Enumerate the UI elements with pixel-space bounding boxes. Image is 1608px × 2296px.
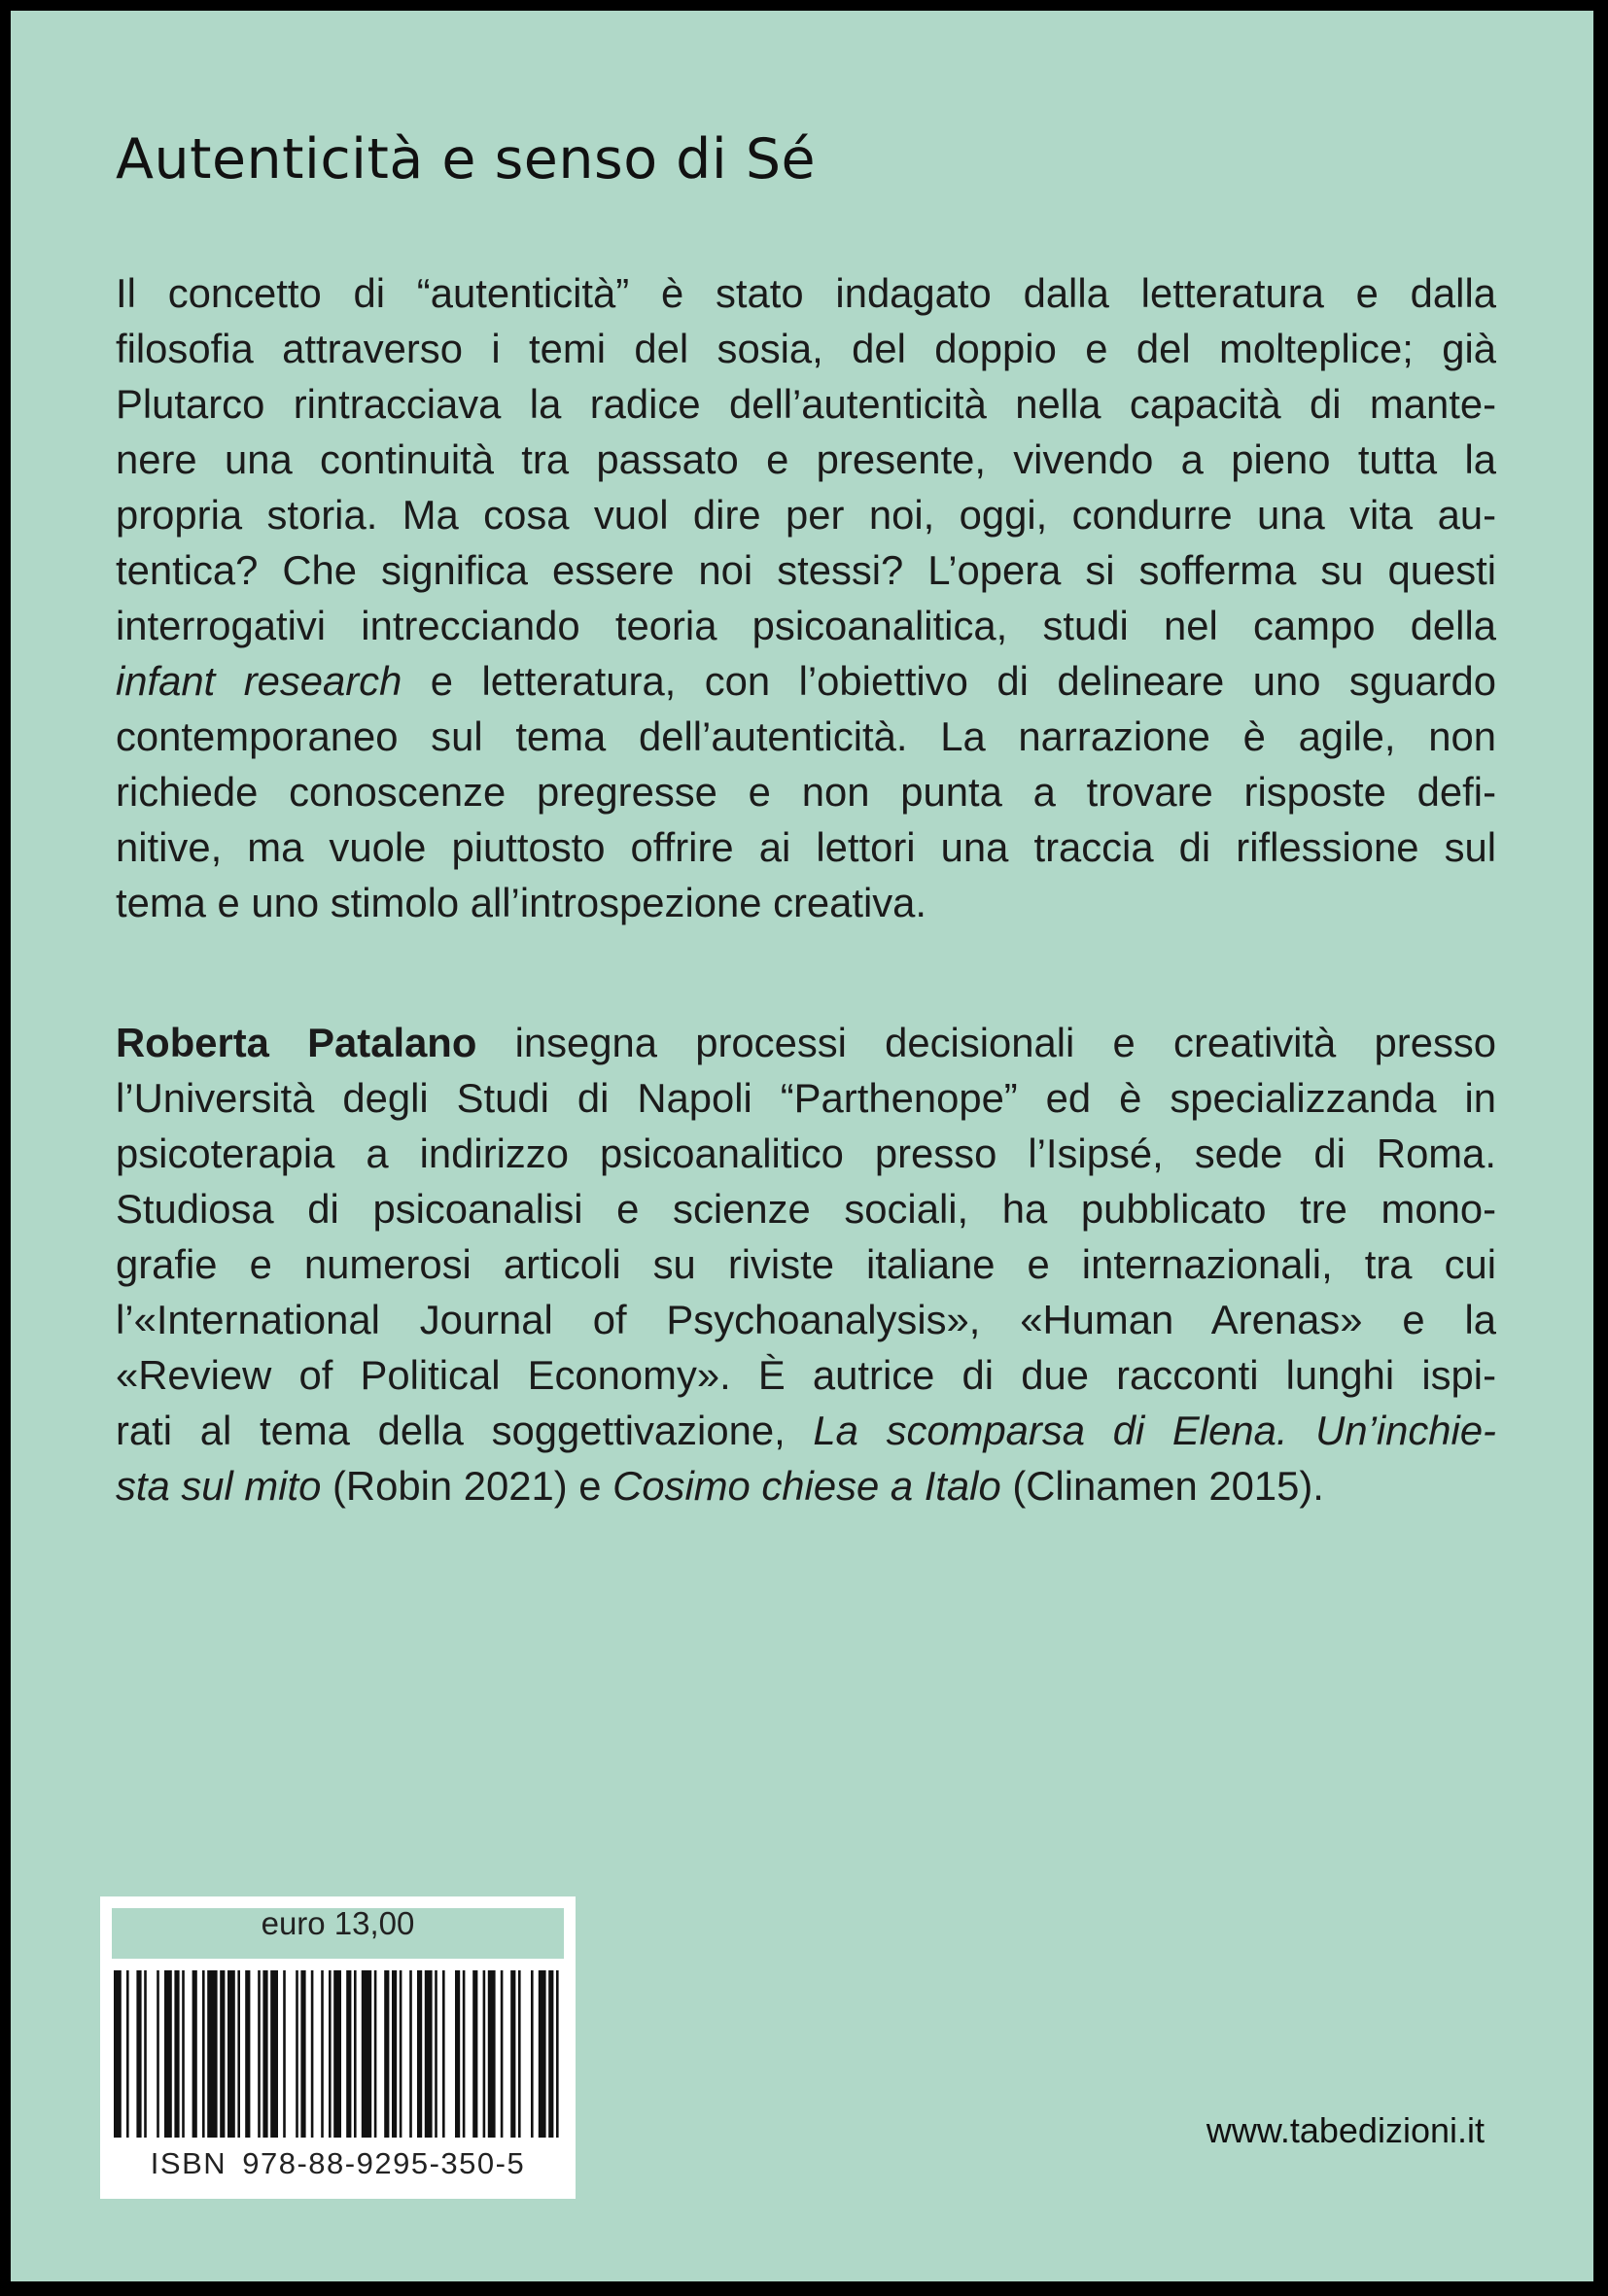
blurb-line: Plutarco rintracciava la radice dell’autenticità nella capacità di mante- [116, 381, 1496, 427]
blurb-line: tema e uno stimolo all’introspezione creativa. [116, 880, 927, 925]
bio-line: Roberta Patalano insegna processi decisionali e creatività presso [116, 1020, 1496, 1065]
barcode-bar [442, 1970, 445, 2138]
barcode-bar [202, 1970, 205, 2138]
book-blurb [116, 265, 1496, 930]
author-name: Roberta Patalano [116, 1020, 477, 1065]
bio-line: l’«International Journal of Psychoanalysis», «Human Arenas» e la [116, 1297, 1496, 1342]
bio-line: grafie e numerosi articoli su riviste italiane e internazionali, tra cui [116, 1241, 1496, 1287]
price-text: euro 13,00 [261, 1905, 415, 1941]
barcode-bar [362, 1970, 371, 2138]
barcode-bar [539, 1970, 546, 2138]
barcode-bar [463, 1970, 466, 2138]
barcode-bar [321, 1970, 324, 2138]
barcode-bar [114, 1970, 122, 2138]
blurb-line: contemporaneo sul tema dell’autenticità. La narrazione è agile, non [116, 713, 1496, 759]
blurb-line: propria storia. Ma cosa vuol dire per noi, oggi, condurre una vita au- [116, 492, 1496, 538]
barcode-bar [311, 1970, 314, 2138]
barcode-bar [262, 1970, 267, 2138]
blurb-line: richiede conoscenze pregresse e non punta a trovare risposte defi- [116, 769, 1496, 815]
barcode-bar [409, 1970, 412, 2138]
barcode-bar [182, 1970, 185, 2138]
barcode-bar [417, 1970, 422, 2138]
bio-line: sta sul mito (Robin 2021) e Cosimo chiese a Italo (Clinamen 2015). [116, 1463, 1324, 1509]
barcode-bar [518, 1970, 521, 2138]
barcode-bar [531, 1970, 534, 2138]
italic-term: infant research [116, 658, 402, 704]
barcode-bar [374, 1970, 377, 2138]
book-back-cover [11, 11, 1593, 2281]
barcode-bar [207, 1970, 217, 2138]
barcode-bar [455, 1970, 460, 2138]
publisher-website: www.tabedizioni.it [1206, 2110, 1485, 2150]
blurb-line: filosofia attraverso i temi del sosia, del doppio e del molteplice; già [116, 326, 1496, 371]
barcode-bar [270, 1970, 278, 2138]
barcode-bar [346, 1970, 351, 2138]
bio-line: psicoterapia a indirizzo psicoanalitico presso l’Isipsé, sede di Roma. [116, 1131, 1496, 1176]
barcode-bars [114, 1970, 563, 2138]
barcode-bar [245, 1970, 250, 2138]
barcode-bar [488, 1970, 496, 2138]
bio-line: «Review of Political Economy». È autrice di due racconti lunghi ispi- [116, 1352, 1496, 1398]
blurb-line: infant research e letteratura, con l’obiettivo di delineare uno sguardo [116, 658, 1496, 704]
blurb-line: interrogativi intrecciando teoria psicoanalitica, studi nel campo della [116, 603, 1496, 648]
barcode-bar [333, 1970, 341, 2138]
barcode-bar [258, 1970, 261, 2138]
barcode-bar [192, 1970, 197, 2138]
barcode-bar [283, 1970, 286, 2138]
bio-line: Studiosa di psicoanalisi e scienze sociali, ha pubblicato tre mono- [116, 1186, 1496, 1232]
barcode-bar [136, 1970, 141, 2138]
barcode-bar [392, 1970, 397, 2138]
barcode-bar [227, 1970, 235, 2138]
blurb-line: nitive, ma vuole piuttosto offrire ai lettori una traccia di riflessione sul [116, 824, 1496, 870]
barcode-bar [483, 1970, 486, 2138]
blurb-line: tentica? Che significa essere noi stessi? L’opera si sofferma su questi [116, 547, 1496, 593]
blurb-line: nere una continuità tra passato e presente, vivendo a pieno tutta la [116, 436, 1496, 482]
barcode-bar [501, 1970, 504, 2138]
barcode-bar [472, 1970, 477, 2138]
barcode-bar [164, 1970, 172, 2138]
barcode-bar [237, 1970, 240, 2138]
italic-book-title: La scomparsa di Elena. Un’inchie- [813, 1408, 1496, 1453]
italic-book-title: Cosimo chiese a Italo [612, 1463, 1001, 1509]
barcode-bar [435, 1970, 437, 2138]
barcode-bar [220, 1970, 225, 2138]
author-bio [116, 1015, 1496, 1513]
barcode-bar [296, 1970, 298, 2138]
barcode-bar [329, 1970, 332, 2138]
blurb-line: Il concetto di “autenticità” è stato indagato dalla letteratura e dalla [116, 270, 1496, 316]
italic-book-title: sta sul mito [116, 1463, 322, 1509]
barcode-bar [300, 1970, 305, 2138]
barcode-bar [144, 1970, 147, 2138]
barcode-bar [157, 1970, 159, 2138]
barcode-bar [548, 1970, 553, 2138]
barcode-bar [354, 1970, 357, 2138]
bio-line: rati al tema della soggettivazione, La scomparsa di Elena. Un’inchie- [116, 1408, 1496, 1453]
barcode-label [100, 1896, 576, 2199]
barcode-bar [384, 1970, 389, 2138]
bio-line: l’Università degli Studi di Napoli “Parthenope” ed è specializzanda in [116, 1075, 1496, 1121]
book-title: Autenticità e senso di Sé [116, 127, 817, 191]
barcode-bar [510, 1970, 515, 2138]
barcode-bar [400, 1970, 402, 2138]
isbn-text: ISBN 978-88-9295-350-5 [150, 2146, 526, 2180]
barcode-bar [126, 1970, 129, 2138]
barcode-bar [556, 1970, 559, 2138]
barcode-bar [425, 1970, 433, 2138]
barcode-bar [174, 1970, 179, 2138]
